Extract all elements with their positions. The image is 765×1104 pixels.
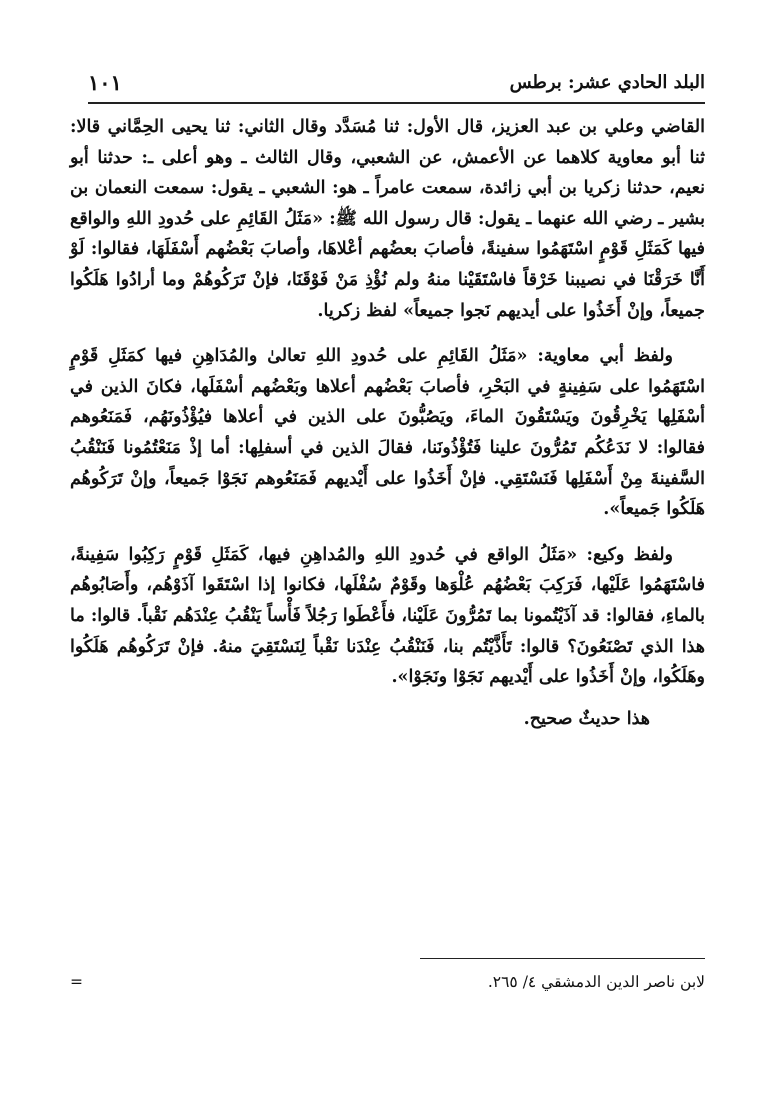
- running-title: البلد الحادي عشر: برطس: [509, 72, 705, 93]
- paragraph-waki: ولفظ وكيع: «مَثَلُ الواقع في حُدودِ اللهِ والمُداهِنِ فيها، كَمَثَلِ قَوْمٍ رَكِبُوا سَفِينةً، فاسْتَهَمُوا عَلَيْها، فَرَكِبَ بَعْضُهُم عُلْوَها وقَوْمٌ سُفْلَها، فكانوا إذا اسْتَقَوا آذَوْهُم، وأَصَابُوهُم بالماءِ، فقالوا: قد آذَيْتُمونا بما تَمُرُّونَ عَلَيْنا، فأَعْطَوا رَجُلاً فَأْساً يَنْقُبُ عِنْدَهُم نَقْباً. قالوا: ما هذا الذي تَصْنَعُونَ؟ قالوا: تَأَذَّيْتُم بنا، فَنَنْقُبُ عِنْدَنا نَقْباً لِنَسْتَقِيَ منهُ. فإنْ تَرَكُوهُم هَلَكُوا وهَلَكُوا، وإنْ أَخَذُوا على أَيْديهم نَجَوْا ونَجَوْا».: [70, 544, 705, 688]
- paragraph-abu-muawiya: ولفظ أبي معاوية: «مَثَلُ القَائِمِ على حُدودِ اللهِ تعالىٰ والمُدَاهِنِ فيها كمَثَلِ قَوْمٍ اسْتَهَمُوا على سَفِينةٍ في البَحْرِ، فأصابَ بَعْضُهم أعلاها وبَعْضُهم أسْفَلَها، فكانَ الذين في أسْفَلِها يَخْرِقُونَ ويَسْتَقُونَ الماءَ، ويَصُبُّونَ على الذين في أعلاها فيُؤْذُونَهُم، فَمَنَعُوهم فقالوا: لا نَدَعُكُم تَمُرُّونَ علينا فَتُؤْذُونَنا، فقالَ الذين في أسفلِها: أما إذْ مَنَعْتُمُونا فَنَنْقُبُ السَّفينةَ مِنْ أَسْفَلِها فَنَسْتَقِي. فإنْ أَخَذُوا على أَيْديهم فَمَنَعُوهم نَجَوْا جَميعاً، وإنْ تَرَكُوهُم هَلَكُوا جَميعاً».: [70, 346, 705, 520]
- footnote-continuation-mark: =: [70, 973, 83, 991]
- paragraph-verdict: هذا حديثٌ صحيح.: [523, 708, 650, 729]
- footnote: [70, 968, 705, 996]
- footnote-text: لابن ناصر الدين الدمشقي ٤/ ٢٦٥.: [487, 973, 705, 991]
- footnote-rule: [420, 958, 705, 959]
- header-rule: [88, 102, 705, 104]
- page-number: ١٠١: [88, 70, 122, 95]
- paragraph-isnad: القاضي وعلي بن عبد العزيز، قال الأول: ثنا مُسَدَّد وقال الثاني: ثنا يحيى الحِمَّاني قالا: ثنا أبو معاوية كلاهما عن الأعمش، عن الشعبي، وقال الثالث ـ وهو أعلى ـ: حدثنا أبو نعيم، حدثنا زكريا بن أبي زائدة، سمعت عامراً ـ هو: الشعبي ـ يقول: سمعت النعمان بن بشير ـ رضي الله عنهما ـ يقول: قال رسول الله ﷺ: «مَثَلُ القَائِمِ على حُدودِ اللهِ والواقع فيها كَمَثَلِ قَوْمٍ اسْتَهَمُوا سفينةً، فأصابَ بعضُهم أعْلاهَا، وأصابَ بَعْضُهم أَسْفَلَهَا، فقالوا: لَوْ أَنَّا خَرَقْنَا في نصيبنا خَرْقاً فاسْتَقَيْنا منهُ ولم نُؤْذِ مَنْ فَوْقَنَا، فإنْ تَرَكُوهُمْ وما أرادُوا هَلَكُوا جميعاً، وإنْ أَخَذُوا على أيديهم نَجوا جميعاً» لفظ زكريا.: [70, 117, 705, 321]
- page-header: [88, 58, 705, 98]
- main-text: [70, 112, 705, 749]
